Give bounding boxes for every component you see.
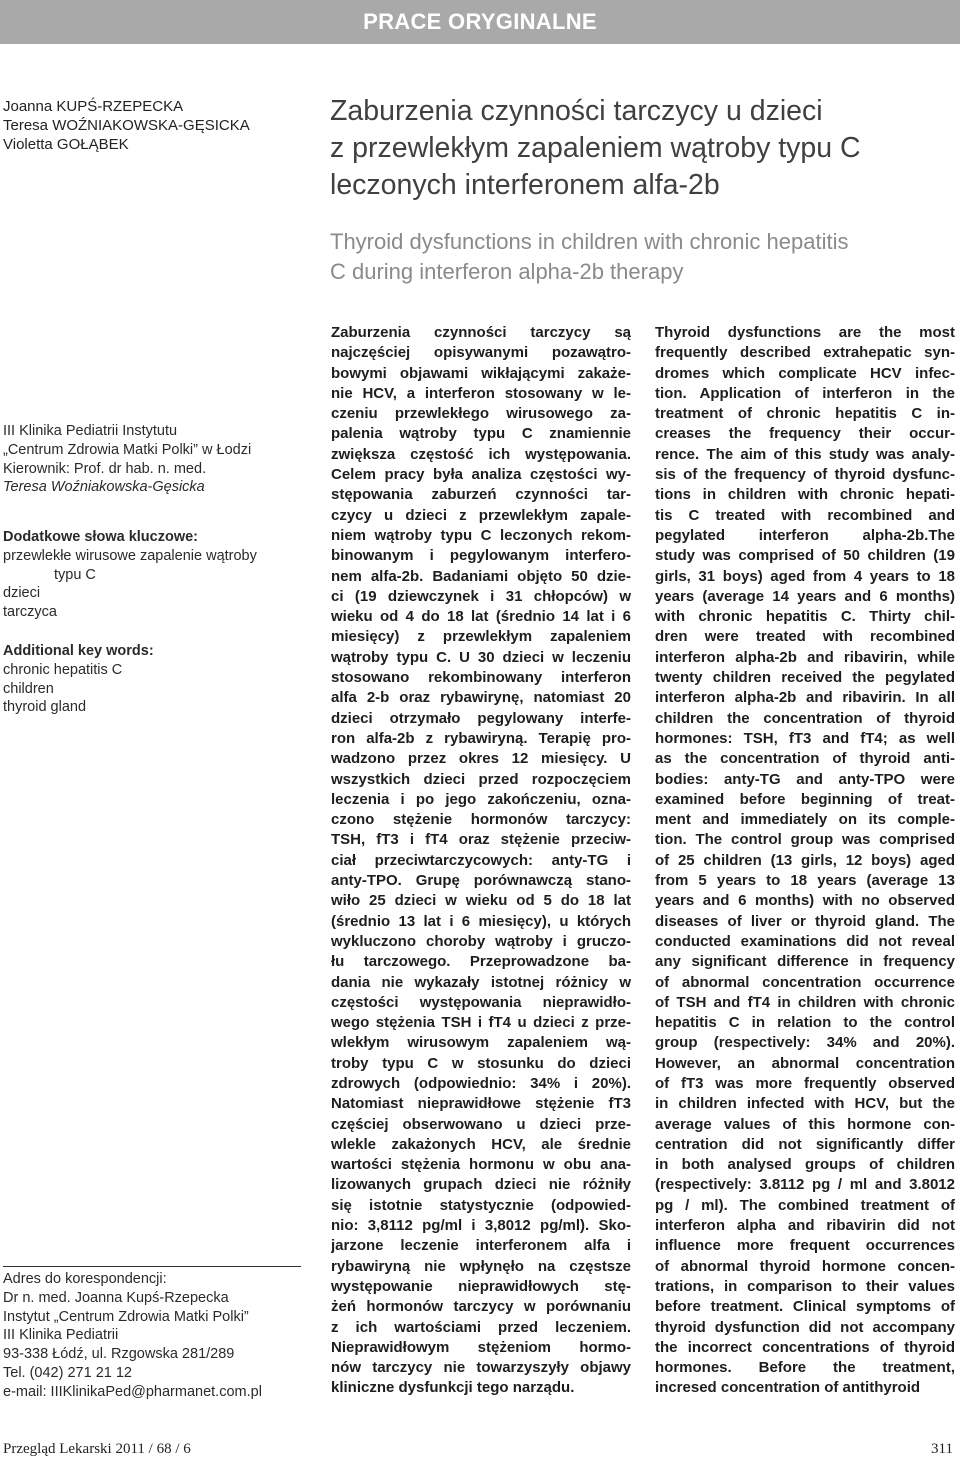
abstract-line: (respectively: 3.8112 pg / ml and 3.8012 [655, 1176, 955, 1194]
abstract-line: tion. The control group was comprised [655, 831, 955, 849]
abstract-line: wadzono przez okres 12 miesięcy. U [331, 750, 631, 768]
abstract-line: sis of the frequency of thyroid dysfunc- [655, 466, 955, 484]
abstract-line: ron alfa-2b z rybawiryną. Terapię pro- [331, 729, 631, 747]
abstract-line: tions in children with chronic hepati- [655, 486, 955, 504]
abstract-line: hormones. Before the treatment, [655, 1359, 955, 1377]
affiliation-line: III Klinika Pediatrii Instytutu [3, 423, 178, 439]
abstract-line: incresed concentration of antithyroid [655, 1379, 921, 1397]
abstract-line: girls, 31 boys) aged from 4 years to 18 [655, 567, 955, 585]
abstract-line: nem alfa-2b. Badaniami objęto 50 dzie- [331, 567, 631, 585]
abstract-line: czono stężenie hormonów tarczycy: [331, 811, 631, 829]
abstract-line: wartości stężenia hormonu w obu ana- [331, 1156, 631, 1174]
keywords-english [3, 642, 303, 717]
abstract-line: study was comprised of 50 children (19 [655, 547, 955, 565]
abstract-line: miesięcy) z przewlekłym zapaleniem [331, 628, 631, 646]
abstract-line: ci (19 dziewczynek i 31 chłopców) w [331, 587, 631, 605]
abstract-line: leczenia i po jego zakończeniu, ozna- [331, 790, 631, 808]
abstract-line: However, an abnormal concentration [655, 1054, 955, 1072]
abstract-line: Natomiast nieprawidłowe stężenie fT3 [331, 1095, 631, 1113]
contact-email[interactable]: e-mail: IIIKlinikaPed@pharmanet.com.pl [3, 1383, 262, 1400]
abstract-line: as the concentration of thyroid anti- [655, 750, 955, 768]
abstract-line: children the concentration of thyroid [655, 709, 955, 727]
abstract-line: niem wątroby typu C leczonych rekom- [331, 526, 631, 544]
article-title-english [330, 227, 950, 287]
author-name: Joanna KUPŚ-RZEPECKA [3, 98, 184, 115]
abstract-line: binowanym i pegylowanym interfero- [331, 547, 631, 565]
abstract-line: dren were treated with recombined [655, 628, 955, 646]
abstract-line: zwiększa częstość ich występowania. [331, 445, 631, 463]
abstract-line: interferon alpha and ribavirin did not [655, 1217, 955, 1235]
abstract-line: group (respectively: 34% and 20%). [655, 1034, 955, 1052]
abstract-line: stosowano rekombinowany interferon [331, 669, 631, 687]
contact-separator [3, 1266, 301, 1267]
abstract-line: najczęściej opisywanymi pozawątro- [331, 344, 631, 362]
keyword-item: children [3, 680, 54, 697]
contact-line: Adres do korespondencji: [3, 1271, 167, 1287]
abstract-line: jarzone leczenie interferonem alfa i [331, 1237, 631, 1255]
abstract-line: czycy u dzieci z przewlekłym zapale- [331, 506, 631, 524]
abstract-line: hepatitis C in relation to the control [655, 1014, 955, 1032]
abstract-line: twenty children received the pegylated [655, 669, 955, 687]
author-name: Violetta GOŁĄBEK [3, 136, 129, 153]
abstract-line: TSH, fT3 i fT4 oraz stężenie przeciw- [331, 831, 631, 849]
affiliation-line: Kierownik: Prof. dr hab. n. med. [3, 460, 207, 477]
abstract-line: centration did not significantly differ [655, 1135, 955, 1153]
abstract-line: diseases of liver or thyroid gland. The [655, 912, 955, 930]
abstract-line: average values of this hormone con- [655, 1115, 955, 1133]
abstract-line: alfa 2-b oraz rybawirynę, natomiast 20 [331, 689, 631, 707]
abstract-line: tion. Application of interferon in the [655, 384, 955, 402]
abstract-line: wiło 25 dzieci w wieku od 5 do 18 lat [331, 892, 631, 910]
abstract-english [655, 323, 955, 1399]
keyword-item: tarczyca [3, 604, 57, 621]
abstract-line: ciał przeciwtarczycowych: anty-TG i [331, 851, 631, 869]
abstract-line: in both analysed groups of children [655, 1156, 955, 1174]
abstract-line: nie HCV, a interferon stosowany w le- [331, 384, 631, 402]
abstract-line: stępowania zaburzeń czynności tar- [331, 486, 631, 504]
abstract-line: tis C treated with recombined and [655, 506, 955, 524]
abstract-line: hormones: TSH, fT3 and fT4; as well [655, 729, 955, 747]
abstract-line: z ich wartościami przed leczeniem. [331, 1318, 631, 1336]
abstract-line: wszystkich dzieci przed rozpoczęciem [331, 770, 631, 788]
abstract-line: dzieci otrzymało pegylowany interfe- [331, 709, 631, 727]
author-name: Teresa WOŹNIAKOWSKA-GĘSICKA [3, 117, 250, 134]
keyword-item: typu C [54, 566, 96, 583]
abstract-line: Thyroid dysfunctions are the most [655, 324, 955, 341]
abstract-line: dania nie wykazały istotnej różnicy w [331, 973, 631, 991]
contact-line: Instytut „Centrum Zdrowia Matki Polki” [3, 1308, 249, 1325]
abstract-line: wlekłym wirusowym zapaleniem wą- [331, 1034, 631, 1052]
abstract-line: czeniu przewlekłego wirusowego za- [331, 405, 631, 423]
abstract-line: with chronic hepatitis C. Thirty chil- [655, 608, 955, 626]
keywords-heading: Dodatkowe słowa kluczowe: [3, 529, 198, 545]
abstract-line: of fT3 was more frequently observed [655, 1074, 955, 1092]
keyword-item: dzieci [3, 585, 41, 602]
abstract-line: wieku od 4 do 18 lat (średnio 14 lat i 6 [331, 608, 631, 626]
abstract-line: creases the frequency their occur- [655, 425, 955, 443]
abstract-line: the incorrect concentrations of thyroid [655, 1338, 955, 1356]
abstract-line: nio: 3,8112 pg/ml i 3,8012 pg/ml). Sko- [331, 1217, 631, 1235]
abstract-line: łu tarczowego. Przeprowadzone ba- [331, 953, 631, 971]
section-label: PRACE ORYGINALNE [363, 9, 597, 34]
title-line: C during interferon alpha-2b therapy [330, 259, 684, 284]
abstract-line: wykluczono choroby wątroby i gruczo- [331, 932, 631, 950]
abstract-line: występowanie nieprawidłowych stę- [331, 1277, 631, 1295]
abstract-line: frequently described extrahepatic syn- [655, 344, 955, 362]
abstract-line: pegylated interferon alpha-2b.The [655, 526, 955, 544]
article-title-polish [330, 93, 950, 204]
abstract-line: of TSH and fT4 in children with chronic [655, 993, 955, 1011]
title-line: leczonych interferonem alfa-2b [330, 169, 720, 201]
contact-line: 93-338 Łódź, ul. Rzgowska 281/289 [3, 1346, 235, 1363]
abstract-line: trations, in comparison to their values [655, 1277, 955, 1295]
abstract-line: (średnio 13 lat i 6 miesięcy), u których [331, 912, 631, 930]
abstract-line: pg / ml). The combined treatment of [655, 1196, 955, 1214]
abstract-line: zdrowych (odpowiednio: 34% i 20%). [331, 1074, 631, 1092]
abstract-line: interferon alpha-2b and ribavirin. In all [655, 689, 955, 707]
affiliation-line: Teresa Woźniakowska-Gęsicka [3, 479, 205, 496]
abstract-line: from 5 years to 18 years (average 13 [655, 872, 955, 890]
abstract-line: years (average 14 years and 6 months) [655, 587, 955, 605]
keyword-item: chronic hepatitis C [3, 661, 123, 678]
abstract-line: ment and immediately on its comple- [655, 811, 955, 829]
contact-line: Tel. (042) 271 21 12 [3, 1364, 132, 1381]
keywords-heading: Additional key words: [3, 643, 154, 659]
abstract-line: thyroid dysfunction did not accompany [655, 1318, 955, 1336]
abstract-line: wlekle zakażonych HCV, ale średnie [331, 1135, 631, 1153]
keywords-polish [3, 528, 303, 622]
contact-line: III Klinika Pediatrii [3, 1327, 119, 1344]
contact-line: Dr n. med. Joanna Kupś-Rzepecka [3, 1289, 229, 1306]
abstract-line: before treatment. Clinical symptoms of [655, 1298, 955, 1316]
abstract-line: częściej obserwowano u dzieci prze- [331, 1115, 631, 1133]
abstract-line: influence more frequent occurrences [655, 1237, 955, 1255]
abstract-line: bodies: anty-TG and anty-TPO were [655, 770, 955, 788]
abstract-line: kliniczne dysfunkcji tego narządu. [331, 1379, 575, 1397]
abstract-line: examined before beginning of treat- [655, 790, 955, 808]
abstract-line: Zaburzenia czynności tarczycy są [331, 324, 631, 341]
author-list [3, 97, 250, 154]
title-line: z przewlekłym zapaleniem wątroby typu C [330, 132, 861, 164]
abstract-line: się istotnie statystycznie (odpowied- [331, 1196, 631, 1214]
abstract-line: palenia wątroby typu C znamiennie [331, 425, 631, 443]
journal-citation: Przegląd Lekarski 2011 / 68 / 6 [3, 1441, 191, 1457]
abstract-line: rence. The aim of this study was analy- [655, 445, 955, 463]
abstract-line: of abnormal thyroid hormone concen- [655, 1257, 955, 1275]
abstract-line: wątroby typu C. U 30 dzieci w leczeniu [331, 648, 631, 666]
keyword-item: thyroid gland [3, 699, 87, 716]
page-number: 311 [931, 1441, 953, 1457]
abstract-line: treatment of chronic hepatitis C in- [655, 405, 955, 423]
abstract-line: lizowanych grupach dzieci nie różniły [331, 1176, 631, 1194]
abstract-line: anty-TPO. Grupę porównawczą stano- [331, 872, 631, 890]
abstract-line: conducted examinations did not reveal [655, 932, 955, 950]
abstract-line: wego stężenia TSH i fT4 u dzieci z prze- [331, 1014, 631, 1032]
abstract-line: częstości występowania nieprawidło- [331, 993, 631, 1011]
abstract-line: Celem pracy była analiza częstości wy- [331, 466, 631, 484]
abstract-line: of abnormal concentration occurrence [655, 973, 955, 991]
abstract-line: bowymi objawami wikłającymi zakaże- [331, 364, 631, 382]
abstract-line: nów tarczycy nie towarzyszyły objawy [331, 1359, 631, 1377]
abstract-line: rybawiryną nie wpłynęło na częstsze [331, 1257, 631, 1275]
title-line: Thyroid dysfunctions in children with chronic hepatitis [330, 229, 849, 254]
abstract-line: years and 6 months) with no observed [655, 892, 955, 910]
keyword-item: przewlekłe wirusowe zapalenie wątroby [3, 547, 257, 564]
affiliation-line: „Centrum Zdrowia Matki Polki” w Łodzi [3, 441, 252, 458]
abstract-line: Nieprawidłowym stężeniom hormo- [331, 1338, 631, 1356]
affiliation-block [3, 422, 303, 497]
abstract-line: żeń hormonów tarczycy w porównaniu [331, 1298, 631, 1316]
abstract-line: of 25 children (13 girls, 12 boys) aged [655, 851, 955, 869]
abstract-polish [331, 323, 631, 1399]
abstract-line: in children infected with HCV, but the [655, 1095, 955, 1113]
correspondence-block [3, 1270, 303, 1402]
abstract-line: any significant difference in frequency [655, 953, 955, 971]
abstract-line: troby typu C w stosunku do dzieci [331, 1054, 631, 1072]
abstract-line: interferon alpha-2b and ribavirin, while [655, 648, 955, 666]
abstract-line: dromes which complicate HCV infec- [655, 364, 955, 382]
title-line: Zaburzenia czynności tarczycy u dzieci [330, 95, 823, 127]
